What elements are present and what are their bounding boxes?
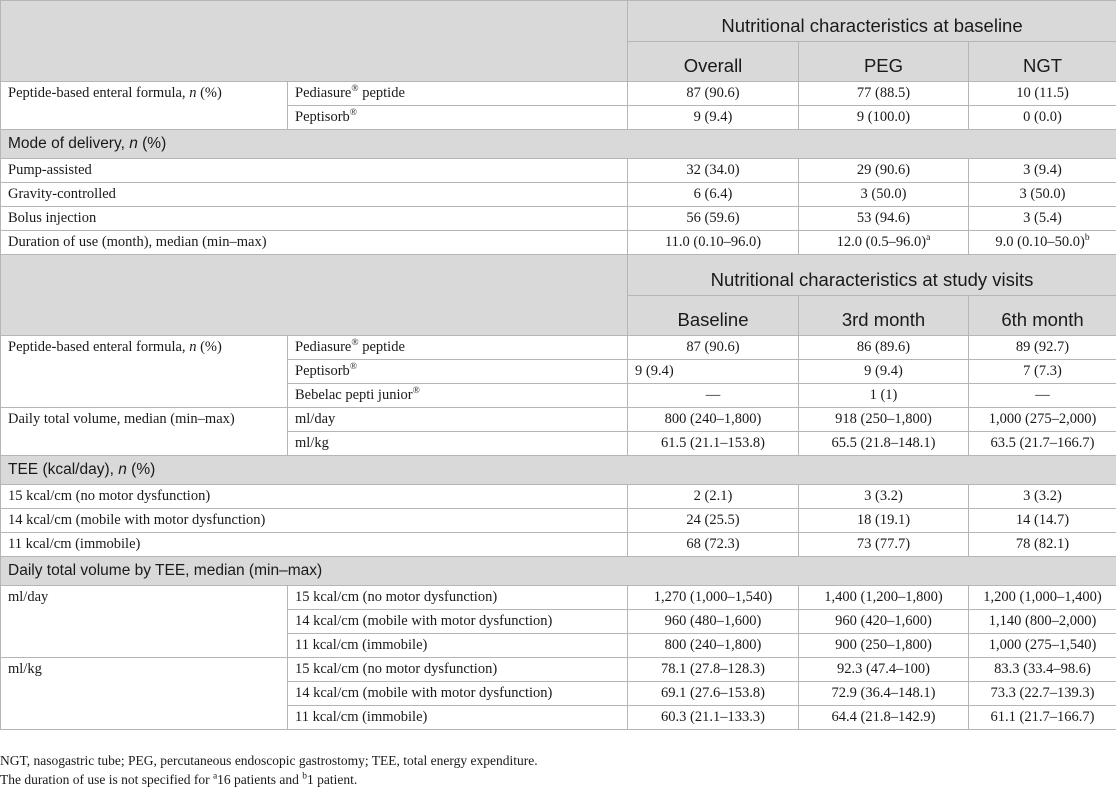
value-text: 9.0 (0.10–50.0) <box>995 234 1085 250</box>
row-label: Gravity-controlled <box>1 183 628 207</box>
formula-name-suffix: peptide <box>358 339 405 355</box>
header-blank-cell <box>1 255 628 336</box>
value-cell: 9 (9.4) <box>799 360 969 384</box>
formula-name-cell <box>288 384 628 408</box>
formula-label-cell <box>1 82 288 130</box>
table-row <box>1 82 1116 106</box>
row-label: 14 kcal/cm (mobile with motor dysfunction) <box>288 682 628 706</box>
registered-mark: ® <box>412 386 420 397</box>
footnote-text: The duration of use is not specified for <box>0 772 213 787</box>
footnote-duration <box>0 772 357 788</box>
value-cell: — <box>969 384 1116 408</box>
table-row <box>1 183 1116 207</box>
table-row <box>1 159 1116 183</box>
table-row <box>1 509 1116 533</box>
value-cell: 53 (94.6) <box>799 207 969 231</box>
row-label: 11 kcal/cm (immobile) <box>288 706 628 730</box>
registered-mark: ® <box>351 338 359 349</box>
unit-group-label: ml/day <box>1 586 288 658</box>
value-cell: 1,140 (800–2,000) <box>969 610 1116 634</box>
table-row <box>1 586 1116 610</box>
value-cell: 7 (7.3) <box>969 360 1116 384</box>
column-header-baseline: Baseline <box>628 296 799 336</box>
value-cell: 800 (240–1,800) <box>628 634 799 658</box>
n-symbol: n <box>118 461 127 478</box>
registered-mark: ® <box>351 84 359 95</box>
unit-cell: ml/day <box>288 408 628 432</box>
row-label: Duration of use (month), median (min–max) <box>1 231 628 255</box>
section-title-delivery <box>1 130 1116 159</box>
header-blank-cell <box>1 1 628 82</box>
value-cell: 1 (1) <box>799 384 969 408</box>
value-cell: 89 (92.7) <box>969 336 1116 360</box>
unit-group-label: ml/kg <box>1 658 288 730</box>
column-header-peg: PEG <box>799 42 969 82</box>
value-cell: 87 (90.6) <box>628 82 799 106</box>
column-header-ngt: NGT <box>969 42 1116 82</box>
row-label: 15 kcal/cm (no motor dysfunction) <box>1 485 628 509</box>
formula-name: Peptisorb <box>295 109 350 125</box>
baseline-header-row <box>1 1 1116 42</box>
value-cell: 0 (0.0) <box>969 106 1116 130</box>
value-cell: 3 (3.2) <box>969 485 1116 509</box>
row-label-suffix: (%) <box>196 339 222 355</box>
section-title-tee <box>1 456 1116 485</box>
row-label: 14 kcal/cm (mobile with motor dysfunction) <box>1 509 628 533</box>
formula-name: Pediasure <box>295 85 352 101</box>
row-label: Pump-assisted <box>1 159 628 183</box>
row-label-suffix: (%) <box>196 85 222 101</box>
n-symbol: n <box>189 85 197 101</box>
value-cell: 86 (89.6) <box>799 336 969 360</box>
section-header-row <box>1 557 1116 586</box>
value-cell: 77 (88.5) <box>799 82 969 106</box>
unit-cell: ml/kg <box>288 432 628 456</box>
column-header-overall: Overall <box>628 42 799 82</box>
row-label: 14 kcal/cm (mobile with motor dysfunction) <box>288 610 628 634</box>
table-row <box>1 231 1116 255</box>
formula-name: Bebelac pepti junior <box>295 387 413 403</box>
value-cell: 78 (82.1) <box>969 533 1116 557</box>
value-cell <box>969 231 1116 255</box>
value-cell: 83.3 (33.4–98.6) <box>969 658 1116 682</box>
formula-name: Peptisorb <box>295 363 350 379</box>
section-title-volume-by-tee: Daily total volume by TEE, median (min–max) <box>1 557 1116 586</box>
value-cell: 3 (50.0) <box>799 183 969 207</box>
table-row <box>1 207 1116 231</box>
value-cell: 72.9 (36.4–148.1) <box>799 682 969 706</box>
table-row <box>1 485 1116 509</box>
value-cell: 9 (9.4) <box>628 360 799 384</box>
footnote-abbreviations: NGT, nasogastric tube; PEG, percutaneous endoscopic gastrostomy; TEE, total energy expenditure. <box>0 753 538 768</box>
section-title-suffix: (%) <box>137 135 167 152</box>
section-title: TEE (kcal/day), <box>8 461 119 478</box>
value-cell: 65.5 (21.8–148.1) <box>799 432 969 456</box>
table-row <box>1 658 1116 682</box>
formula-name-cell <box>288 360 628 384</box>
value-cell: 960 (420–1,600) <box>799 610 969 634</box>
value-cell: 73 (77.7) <box>799 533 969 557</box>
value-cell: — <box>628 384 799 408</box>
formula-label-cell <box>1 336 288 408</box>
footnote-text: 16 patients and <box>217 772 303 787</box>
value-cell: 1,000 (275–1,540) <box>969 634 1116 658</box>
n-symbol: n <box>129 135 138 152</box>
value-cell: 9 (100.0) <box>799 106 969 130</box>
value-cell: 918 (250–1,800) <box>799 408 969 432</box>
section-title-suffix: (%) <box>126 461 156 478</box>
footnote-mark: a <box>926 233 931 244</box>
section-header-row <box>1 456 1116 485</box>
value-cell: 60.3 (21.1–133.3) <box>628 706 799 730</box>
footnote-mark: b <box>302 771 308 782</box>
value-cell: 3 (9.4) <box>969 159 1116 183</box>
registered-mark: ® <box>349 362 357 373</box>
value-cell: 61.1 (21.7–166.7) <box>969 706 1116 730</box>
row-label: Peptide-based enteral formula, <box>8 339 190 355</box>
column-header-6th-month: 6th month <box>969 296 1116 336</box>
value-cell: 56 (59.6) <box>628 207 799 231</box>
table-row <box>1 336 1116 360</box>
formula-name-cell <box>288 82 628 106</box>
value-text: 12.0 (0.5–96.0) <box>836 234 927 250</box>
value-cell: 3 (50.0) <box>969 183 1116 207</box>
value-cell: 64.4 (21.8–142.9) <box>799 706 969 730</box>
value-cell: 900 (250–1,800) <box>799 634 969 658</box>
value-cell: 32 (34.0) <box>628 159 799 183</box>
value-cell: 800 (240–1,800) <box>628 408 799 432</box>
value-cell: 14 (14.7) <box>969 509 1116 533</box>
value-cell: 18 (19.1) <box>799 509 969 533</box>
table-row <box>1 533 1116 557</box>
formula-name: Pediasure <box>295 339 352 355</box>
value-cell: 3 (3.2) <box>799 485 969 509</box>
value-cell: 63.5 (21.7–166.7) <box>969 432 1116 456</box>
registered-mark: ® <box>349 108 357 119</box>
value-cell: 9 (9.4) <box>628 106 799 130</box>
value-cell: 87 (90.6) <box>628 336 799 360</box>
value-cell: 2 (2.1) <box>628 485 799 509</box>
value-cell: 69.1 (27.6–153.8) <box>628 682 799 706</box>
value-cell: 29 (90.6) <box>799 159 969 183</box>
visits-group-header: Nutritional characteristics at study visits <box>628 255 1116 296</box>
row-label: 11 kcal/cm (immobile) <box>288 634 628 658</box>
row-label: 11 kcal/cm (immobile) <box>1 533 628 557</box>
value-cell: 6 (6.4) <box>628 183 799 207</box>
value-cell: 68 (72.3) <box>628 533 799 557</box>
value-cell: 3 (5.4) <box>969 207 1116 231</box>
column-header-3rd-month: 3rd month <box>799 296 969 336</box>
value-cell: 24 (25.5) <box>628 509 799 533</box>
footnote-text: 1 patient. <box>307 772 358 787</box>
row-label: 15 kcal/cm (no motor dysfunction) <box>288 586 628 610</box>
value-cell: 78.1 (27.8–128.3) <box>628 658 799 682</box>
value-cell: 73.3 (22.7–139.3) <box>969 682 1116 706</box>
table-row <box>1 408 1116 432</box>
value-cell: 1,200 (1,000–1,400) <box>969 586 1116 610</box>
value-cell: 1,000 (275–2,000) <box>969 408 1116 432</box>
value-cell <box>799 231 969 255</box>
section-header-row <box>1 130 1116 159</box>
value-cell: 1,270 (1,000–1,540) <box>628 586 799 610</box>
value-cell: 92.3 (47.4–100) <box>799 658 969 682</box>
formula-name-cell <box>288 106 628 130</box>
footnote-mark: a <box>212 771 218 782</box>
row-label: Peptide-based enteral formula, <box>8 85 190 101</box>
visits-header-row <box>1 255 1116 296</box>
formula-name-cell <box>288 336 628 360</box>
row-label: 15 kcal/cm (no motor dysfunction) <box>288 658 628 682</box>
footnote-mark: b <box>1084 233 1090 244</box>
row-label: Bolus injection <box>1 207 628 231</box>
value-cell: 61.5 (21.1–153.8) <box>628 432 799 456</box>
n-symbol: n <box>189 339 197 355</box>
row-label: Daily total volume, median (min–max) <box>1 408 288 456</box>
value-cell: 1,400 (1,200–1,800) <box>799 586 969 610</box>
formula-name-suffix: peptide <box>358 85 405 101</box>
value-cell: 10 (11.5) <box>969 82 1116 106</box>
section-title: Mode of delivery, <box>8 135 130 152</box>
value-cell: 960 (480–1,600) <box>628 610 799 634</box>
value-cell: 11.0 (0.10–96.0) <box>628 231 799 255</box>
baseline-group-header: Nutritional characteristics at baseline <box>628 1 1116 42</box>
